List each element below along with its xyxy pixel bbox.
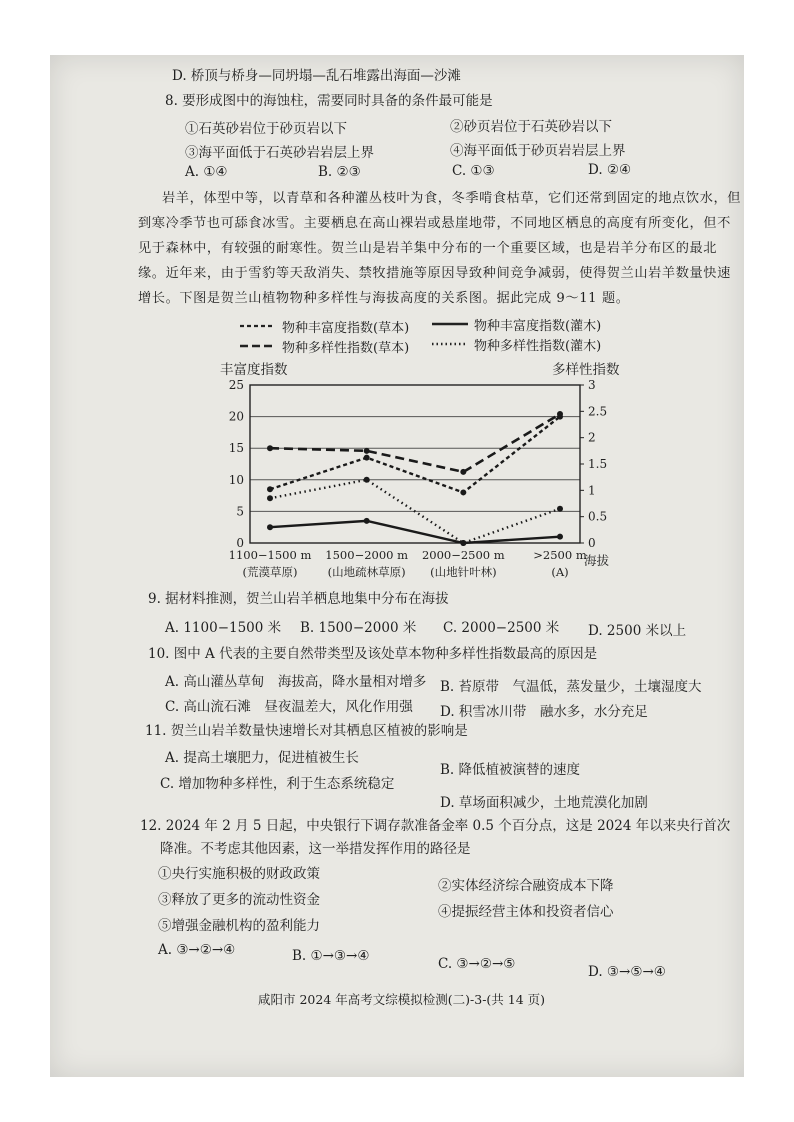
series-line-2 [270, 414, 560, 472]
x-axis-title: 海拔 [584, 553, 610, 568]
q7-option-d: D. 桥顶与桥身—同坍塌—乱石堆露出海面—沙滩 [172, 68, 461, 84]
data-point [460, 489, 466, 495]
q8-item-2: ②砂页岩位于石英砂岩以下 [450, 119, 612, 135]
data-point [364, 518, 370, 524]
q10-choice-b: B. 苔原带 气温低，蒸发量少，土壤湿度大 [440, 679, 702, 695]
data-point [557, 411, 563, 417]
q12-item-3: ③释放了更多的流动性资金 [158, 892, 320, 908]
q8-choice-d: D. ②④ [588, 162, 632, 178]
legend-label-richness-herb: 物种丰富度指数(草本) [282, 321, 410, 336]
x-tick-sublabel: (山地针叶林) [430, 565, 497, 579]
x-tick-sublabel: (荒漠草原) [242, 565, 298, 579]
q8-choice-a: A. ①④ [185, 164, 228, 180]
right-axis-title: 多样性指数 [552, 362, 620, 378]
q12-item-1: ①央行实施积极的财政政策 [158, 866, 320, 882]
series-line-0 [270, 417, 560, 493]
q10-stem: 10. 图中 A 代表的主要自然带类型及该处草本物种多样性指数最高的原因是 [148, 646, 598, 662]
q12-item-2: ②实体经济综合融资成本下降 [438, 878, 614, 894]
passage-line-5: 增长。下图是贺兰山植物物种多样性与海拔高度的关系图。据此完成 9～11 题。 [138, 291, 630, 306]
right-tick-label: 1 [588, 483, 596, 498]
passage-line-2: 到寒冷季节也可舔食冰雪。主要栖息在高山裸岩或悬崖地带，不同地区栖息的高度有所变化，但不 [138, 216, 731, 231]
right-tick-label: 0.5 [588, 509, 608, 524]
data-point [267, 524, 273, 530]
q12-choice-c: C. ③→②→⑤ [438, 956, 516, 972]
right-tick-label: 1.5 [588, 457, 608, 471]
left-tick-label: 15 [228, 441, 244, 456]
data-point [364, 448, 370, 454]
q9-choice-a: A. 1100−1500 米 [165, 620, 282, 636]
q8-item-3: ③海平面低于石英砂岩岩层上界 [185, 145, 374, 161]
q12-stem-line-1: 12. 2024 年 2 月 5 日起，中央银行下调存款准备金率 0.5 个百分点，这是 2024 年以来央行首次 [140, 818, 731, 834]
q8-item-1: ①石英砂岩位于砂页岩以下 [185, 121, 347, 137]
q12-item-5: ⑤增强金融机构的盈利能力 [158, 918, 320, 934]
q9-choice-b: B. 1500−2000 米 [300, 620, 417, 636]
q8-item-4: ④海平面低于砂页岩岩层上界 [450, 143, 626, 159]
right-tick-label: 3 [588, 378, 596, 392]
q11-stem: 11. 贺兰山岩羊数量快速增长对其栖息区植被的影响是 [145, 723, 468, 739]
data-point [364, 455, 370, 461]
left-tick-label: 0 [236, 536, 244, 550]
left-tick-label: 25 [228, 378, 244, 392]
passage [138, 186, 741, 311]
left-tick-label: 10 [228, 472, 244, 487]
data-point [460, 469, 466, 475]
passage-line-4: 缘。近年来，由于雪豹等天敌消失、禁牧措施等原因导致种间竞争减弱，使得贺兰山岩羊数量快速 [138, 266, 731, 281]
data-point [460, 540, 466, 546]
q12-item-4: ④提振经营主体和投资者信心 [438, 904, 614, 920]
q11-choice-b: B. 降低植被演替的速度 [440, 762, 581, 778]
q8-choice-c: C. ①③ [452, 163, 495, 179]
legend-label-richness-shrub: 物种丰富度指数(灌木) [474, 319, 602, 334]
x-tick-sublabel: (A) [551, 565, 569, 579]
line-chart [215, 358, 635, 583]
page-footer: 咸阳市 2024 年高考文综模拟检测(二)-3-(共 14 页) [258, 992, 546, 1007]
q12-choice-b: B. ①→③→④ [292, 948, 370, 964]
q11-choice-a: A. 提高土壤肥力，促进植被生长 [165, 750, 359, 766]
right-tick-label: 0 [588, 536, 596, 550]
legend-label-diversity-shrub: 物种多样性指数(灌木) [474, 339, 602, 354]
q9-choice-d: D. 2500 米以上 [588, 623, 687, 639]
data-point [267, 486, 273, 492]
x-tick-label: 2000−2500 m [421, 548, 505, 562]
x-tick-label: 1500−2000 m [325, 548, 409, 562]
right-tick-label: 2.5 [588, 404, 608, 419]
x-tick-label: 1100−1500 m [228, 548, 312, 562]
data-point [267, 495, 273, 501]
q10-choice-c: C. 高山流石滩 昼夜温差大，风化作用强 [165, 699, 413, 715]
data-point [557, 534, 563, 540]
q12-stem-line-2: 降准。不考虑其他因素，这一举措发挥作用的路径是 [160, 841, 471, 857]
q8-choice-b: B. ②③ [318, 164, 361, 180]
q10-choice-a: A. 高山灌丛草甸 海拔高，降水量相对增多 [165, 674, 427, 690]
legend-label-diversity-herb: 物种多样性指数(草本) [282, 341, 410, 356]
q8-stem: 8. 要形成图中的海蚀柱，需要同时具备的条件最可能是 [165, 93, 493, 109]
x-tick-label: >2500 m [533, 548, 587, 562]
q11-choice-d: D. 草场面积减少，土地荒漠化加剧 [440, 795, 648, 811]
data-point [267, 445, 273, 451]
q9-stem: 9. 据材料推测，贺兰山岩羊栖息地集中分布在海拔 [148, 591, 449, 607]
q12-choice-d: D. ③→⑤→④ [588, 964, 666, 980]
x-tick-sublabel: (山地疏林草原) [327, 565, 406, 579]
left-tick-label: 20 [228, 409, 244, 424]
passage-line-1: 岩羊，体型中等，以青草和各种灌丛枝叶为食，冬季啃食枯草，它们还常到固定的地点饮水，但 [162, 191, 742, 206]
q12-choice-a: A. ③→②→④ [158, 942, 236, 958]
data-point [364, 477, 370, 483]
left-tick-label: 5 [236, 504, 244, 519]
passage-line-3: 见于森林中，有较强的耐寒性。贺兰山是岩羊集中分布的一个重要区域，也是岩羊分布区的最北 [138, 241, 718, 256]
left-axis-title: 丰富度指数 [220, 362, 288, 378]
q11-choice-c: C. 增加物种多样性，利于生态系统稳定 [160, 776, 395, 792]
q9-choice-c: C. 2000−2500 米 [443, 620, 560, 636]
data-point [557, 506, 563, 512]
q10-choice-d: D. 积雪冰川带 融水多，水分充足 [440, 704, 648, 720]
right-tick-label: 2 [588, 430, 596, 445]
